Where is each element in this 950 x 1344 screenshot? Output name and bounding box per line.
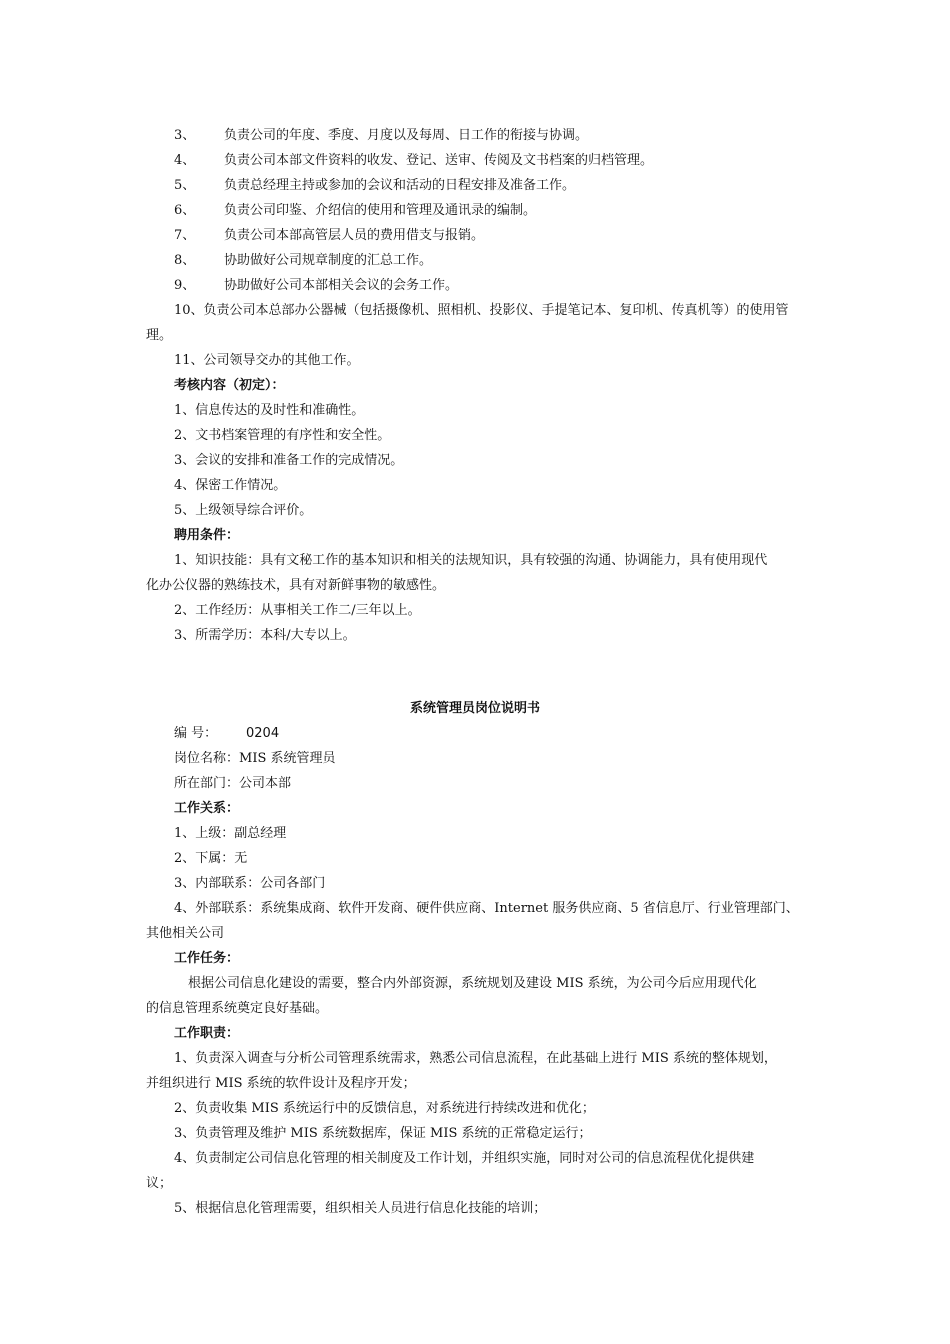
duty-11: 11、公司领导交办的其他工作。 [174, 353, 360, 368]
assessment-item: 5、上级领导综合评价。 [174, 503, 313, 518]
assessment-item: 1、信息传达的及时性和准确性。 [174, 403, 365, 418]
task-text-line1: 根据公司信息化建设的需要，整合内外部资源，系统规划及建设 MIS 系统，为公司今后应用现代化 [188, 976, 757, 991]
duty-text: 负责公司印鉴、介绍信的使用和管理及通讯录的编制。 [224, 203, 537, 218]
hiring-condition-1-line1: 1、知识技能：具有文秘工作的基本知识和相关的法规知识，具有较强的沟通、协调能力，具有使用现代 [174, 553, 768, 568]
duty-item [174, 127, 588, 145]
code-label: 编 号： [174, 726, 218, 741]
task-heading: 工作任务： [174, 951, 240, 966]
code-value: 0204 [246, 726, 280, 741]
duty-item [174, 202, 536, 220]
assessment-item: 3、会议的安排和准备工作的完成情况。 [174, 453, 404, 468]
post-value: MIS 系统管理员 [239, 751, 336, 766]
responsibility-1-line2: 并组织进行 MIS 系统的软件设计及程序开发； [146, 1076, 416, 1091]
assessment-heading: 考核内容（初定）： [174, 378, 285, 393]
duty-text: 负责公司本部文件资料的收发、登记、送审、传阅及文书档案的归档管理。 [224, 153, 654, 168]
dept-label: 所在部门： [174, 776, 240, 791]
relation-item: 1、上级：副总经理 [174, 826, 287, 841]
duty-number: 7、 [174, 228, 196, 243]
duty-text: 负责总经理主持或参加的会议和活动的日程安排及准备工作。 [224, 178, 576, 193]
duty-item [174, 177, 575, 195]
relations-heading: 工作关系： [174, 801, 240, 816]
duty-text: 协助做好公司规章制度的汇总工作。 [224, 253, 433, 268]
code-row [174, 725, 279, 743]
duty-item [174, 152, 653, 170]
duty-item [174, 227, 484, 245]
post-label: 岗位名称： [174, 751, 240, 766]
responsibility-1-line1: 1、负责深入调查与分析公司管理系统需求，熟悉公司信息流程，在此基础上进行 MIS 系统的整体规划， [174, 1051, 777, 1066]
responsibility-5: 5、根据信息化管理需要，组织相关人员进行信息化技能的培训； [174, 1201, 547, 1216]
duty-number: 6、 [174, 203, 196, 218]
duty-number: 4、 [174, 153, 196, 168]
duty-text: 负责公司本部高管层人员的费用借支与报销。 [224, 228, 485, 243]
duty-item [174, 252, 432, 270]
responsibility-2: 2、负责收集 MIS 系统运行中的反馈信息，对系统进行持续改进和优化； [174, 1101, 595, 1116]
duty-number: 3、 [174, 128, 196, 143]
hiring-condition-1-line2: 化办公仪器的熟练技术，具有对新鲜事物的敏感性。 [146, 578, 446, 593]
relation-item: 3、内部联系：公司各部门 [174, 876, 326, 891]
duty-10-line2: 理。 [146, 328, 173, 343]
duties-heading: 工作职责： [174, 1026, 240, 1041]
duty-text: 负责公司的年度、季度、月度以及每周、日工作的衔接与协调。 [224, 128, 589, 143]
responsibility-4-line1: 4、负责制定公司信息化管理的相关制度及工作计划，并组织实施，同时对公司的信息流程优化提供建 [174, 1151, 755, 1166]
assessment-item: 4、保密工作情况。 [174, 478, 287, 493]
hiring-condition-2: 2、工作经历：从事相关工作二/三年以上。 [174, 603, 421, 618]
dept-row [174, 775, 291, 793]
relation-item: 2、下属：无 [174, 851, 248, 866]
responsibility-3: 3、负责管理及维护 MIS 系统数据库，保证 MIS 系统的正常稳定运行； [174, 1126, 592, 1141]
relation-item-4-line1: 4、外部联系：系统集成商、软件开发商、硬件供应商、Internet 服务供应商、5 省信息厅、行业管理部门、 [174, 901, 799, 916]
task-text-line2: 的信息管理系统奠定良好基础。 [146, 1001, 329, 1016]
post-row [174, 750, 336, 768]
duty-number: 9、 [174, 278, 196, 293]
relation-item-4-line2: 其他相关公司 [146, 926, 225, 941]
responsibility-4-line2: 议； [146, 1176, 173, 1191]
document-title: 系统管理员岗位说明书 [409, 701, 540, 716]
dept-value: 公司本部 [239, 776, 292, 791]
duty-number: 5、 [174, 178, 196, 193]
duty-number: 8、 [174, 253, 196, 268]
duty-text: 协助做好公司本部相关会议的会务工作。 [224, 278, 459, 293]
assessment-item: 2、文书档案管理的有序性和安全性。 [174, 428, 391, 443]
duty-10-line1: 10、负责公司本总部办公器械（包括摄像机、照相机、投影仪、手提笔记本、复印机、传真机等）的使用管 [174, 303, 789, 318]
duty-item [174, 277, 458, 295]
hiring-condition-3: 3、所需学历：本科/大专以上。 [174, 628, 356, 643]
hiring-heading: 聘用条件： [174, 528, 240, 543]
